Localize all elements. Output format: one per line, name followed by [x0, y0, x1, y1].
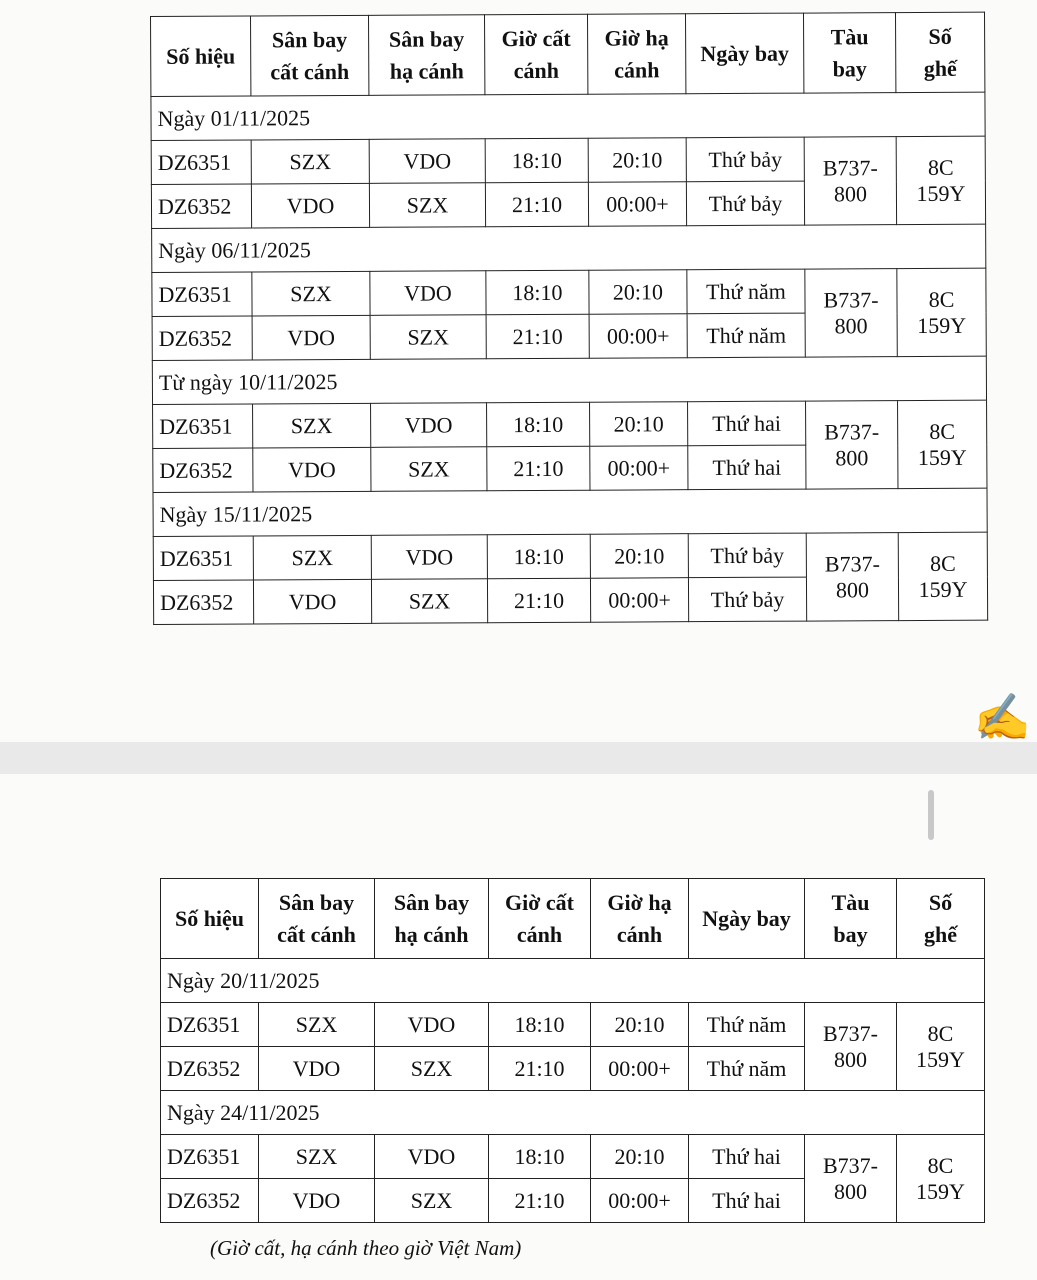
seat-count: [898, 400, 987, 488]
seat-count-line: 8C: [927, 1152, 954, 1178]
departure-time: 21:10: [487, 446, 590, 491]
flight-day: Thứ bảy: [688, 533, 806, 578]
table-row: [161, 1135, 985, 1179]
column-header-line: Sân bay: [278, 889, 355, 915]
flight-day: Thứ năm: [687, 269, 805, 314]
departure-time: 18:10: [489, 1135, 591, 1179]
table-row: [153, 400, 987, 448]
flight-day: Thứ bảy: [686, 181, 804, 226]
flight-day: Thứ năm: [689, 1047, 805, 1091]
column-header-line: Số: [928, 889, 953, 915]
departure-time: 18:10: [485, 138, 588, 183]
seat-count: [897, 1003, 985, 1091]
column-header-line: Sân bay: [393, 889, 470, 915]
column-header: [897, 879, 985, 959]
scan-mark: [928, 790, 934, 840]
aircraft-type: [804, 137, 896, 225]
seat-count: [897, 1135, 985, 1223]
column-header-line: cất cánh: [270, 58, 350, 84]
arrival-airport: VDO: [369, 139, 485, 184]
seat-count-line: 159Y: [917, 312, 967, 338]
date-group-label: Ngày 24/11/2025: [161, 1091, 985, 1135]
aircraft-type-line: B737-: [823, 1020, 878, 1046]
seat-count-line: 159Y: [916, 1046, 965, 1072]
seat-count: [898, 532, 987, 620]
aircraft-type: [805, 1135, 897, 1223]
arrival-airport: VDO: [371, 403, 487, 448]
aircraft-type: [805, 1003, 897, 1091]
arrival-time: 00:00+: [589, 314, 687, 359]
column-header: [587, 14, 685, 95]
column-header-line: Số: [928, 23, 952, 49]
date-group-row: [153, 488, 987, 536]
aircraft-type-line: 800: [834, 1046, 867, 1072]
aircraft-type-line: B737-: [823, 1152, 878, 1178]
flight-code: DZ6351: [153, 404, 253, 449]
flight-day: Thứ bảy: [688, 577, 806, 622]
arrival-time: 00:00+: [590, 446, 688, 491]
arrival-airport: VDO: [375, 1135, 489, 1179]
aircraft-type-line: 800: [834, 312, 868, 338]
column-header-line: cánh: [513, 57, 559, 83]
column-header: [685, 13, 803, 94]
column-header-line: cánh: [516, 921, 563, 947]
column-header-line: Giờ cất: [501, 25, 571, 51]
seat-count-line: 159Y: [916, 1178, 965, 1204]
arrival-time: 20:10: [591, 1135, 689, 1179]
column-header-line: ghế: [923, 55, 957, 81]
table-row: [161, 1003, 985, 1047]
table-row: [153, 532, 987, 580]
seat-count-line: 8C: [929, 418, 956, 444]
flight-code: DZ6352: [161, 1179, 259, 1223]
flight-code: DZ6352: [153, 448, 253, 493]
departure-time: 18:10: [487, 402, 590, 447]
column-header: [689, 879, 805, 959]
departure-airport: SZX: [252, 271, 370, 316]
departure-airport: SZX: [253, 403, 371, 448]
table-row: [151, 136, 985, 184]
flight-code: DZ6351: [161, 1135, 259, 1179]
table-header-row: [161, 879, 985, 959]
column-header: [259, 879, 375, 959]
table-row: [152, 268, 986, 316]
column-header-line: Giờ cất: [505, 889, 574, 915]
flight-day: Thứ hai: [688, 445, 806, 490]
table-header-row: [151, 12, 985, 96]
arrival-time: 00:00+: [591, 1047, 689, 1091]
departure-time: 21:10: [489, 1047, 591, 1091]
column-header: [489, 879, 591, 959]
aircraft-type: [806, 401, 898, 489]
column-header-line: cánh: [614, 56, 660, 83]
column-header: [368, 15, 484, 96]
aircraft-type-line: 800: [834, 1178, 867, 1204]
column-header: [591, 879, 689, 959]
aircraft-type: [805, 269, 897, 357]
departure-airport: VDO: [259, 1179, 375, 1223]
column-header-line: bay: [833, 921, 868, 947]
flight-day: Thứ bảy: [686, 137, 804, 182]
seat-count: [896, 136, 985, 224]
flight-code: DZ6351: [151, 140, 251, 185]
column-header-line: hạ cánh: [394, 921, 469, 947]
departure-time: 18:10: [489, 1003, 591, 1047]
aircraft-type-line: B737-: [824, 418, 880, 444]
date-group-label: Ngày 01/11/2025: [151, 92, 985, 140]
date-group-label: Ngày 06/11/2025: [152, 224, 986, 272]
date-group-row: [152, 224, 986, 272]
flight-day: Thứ hai: [689, 1179, 805, 1223]
aircraft-type: [806, 533, 898, 621]
aircraft-type-line: B737-: [824, 550, 880, 576]
arrival-airport: SZX: [371, 579, 487, 624]
aircraft-type-line: B737-: [823, 286, 879, 312]
arrival-airport: SZX: [375, 1047, 489, 1091]
date-group-label: Từ ngày 10/11/2025: [152, 356, 986, 404]
departure-time: 21:10: [485, 182, 588, 227]
aircraft-type-line: 800: [835, 444, 869, 470]
seat-count-line: 8C: [927, 154, 954, 180]
seat-count-line: 8C: [927, 1020, 954, 1046]
column-header-line: cánh: [616, 921, 663, 947]
column-header-line: hạ cánh: [389, 57, 464, 84]
departure-airport: VDO: [253, 447, 371, 492]
seat-count-line: 159Y: [917, 444, 967, 470]
flight-code: DZ6352: [151, 184, 251, 229]
flight-day: Thứ năm: [689, 1003, 805, 1047]
date-group-label: Ngày 15/11/2025: [153, 488, 987, 536]
arrival-time: 20:10: [590, 402, 688, 447]
column-header-line: Ngày bay: [702, 905, 791, 931]
column-header: [375, 879, 489, 959]
seat-count-line: 159Y: [918, 576, 968, 602]
departure-airport: VDO: [252, 315, 370, 360]
seat-count-line: 8C: [928, 286, 955, 312]
arrival-time: 20:10: [591, 1003, 689, 1047]
flight-day: Thứ hai: [689, 1135, 805, 1179]
arrival-airport: VDO: [375, 1003, 489, 1047]
seat-count-line: 159Y: [916, 180, 966, 206]
column-header-line: Sân bay: [271, 26, 348, 52]
date-group-row: [151, 92, 985, 140]
column-header: [484, 14, 587, 95]
arrival-airport: VDO: [370, 271, 486, 316]
departure-airport: VDO: [259, 1047, 375, 1091]
column-header-line: Tàu: [831, 889, 870, 915]
date-group-label: Ngày 20/11/2025: [161, 959, 985, 1003]
column-header: [805, 879, 897, 959]
flight-code: DZ6351: [161, 1003, 259, 1047]
flight-code: DZ6352: [153, 580, 253, 625]
arrival-airport: SZX: [369, 183, 485, 228]
departure-airport: SZX: [251, 139, 369, 184]
flight-schedule-table-2: [160, 878, 985, 1223]
column-header-line: cất cánh: [277, 921, 356, 947]
date-group-row: [152, 356, 986, 404]
arrival-time: 00:00+: [588, 182, 686, 227]
departure-time: 21:10: [487, 578, 590, 623]
arrival-airport: SZX: [375, 1179, 489, 1223]
aircraft-type-line: 800: [833, 180, 868, 206]
flight-code: DZ6352: [152, 316, 252, 361]
departure-airport: SZX: [253, 535, 371, 580]
column-header-line: Sân bay: [388, 25, 465, 52]
aircraft-type-line: B737-: [822, 154, 878, 180]
seat-count: [897, 268, 986, 356]
column-header-line: Số hiệu: [166, 43, 236, 69]
arrival-airport: VDO: [371, 535, 487, 580]
column-header: [161, 879, 259, 959]
column-header: [251, 15, 369, 96]
column-header-line: Ngày bay: [700, 40, 790, 66]
departure-airport: VDO: [253, 579, 371, 624]
column-header: [803, 13, 895, 93]
arrival-time: 00:00+: [590, 578, 688, 623]
flight-schedule-table-1: [150, 12, 988, 625]
flight-day: Thứ hai: [688, 401, 806, 446]
column-header-line: Giờ hạ: [607, 889, 672, 915]
arrival-airport: SZX: [370, 315, 486, 360]
departure-airport: SZX: [259, 1135, 375, 1179]
column-header: [151, 16, 251, 97]
timezone-note: (Giờ cất, hạ cánh theo giờ Việt Nam): [210, 1236, 522, 1260]
arrival-time: 00:00+: [591, 1179, 689, 1223]
column-header-line: Tàu: [830, 23, 869, 49]
flight-code: DZ6351: [152, 272, 252, 317]
column-header-line: Giờ hạ: [604, 24, 669, 51]
column-header: [895, 12, 984, 92]
column-header-line: ghế: [924, 921, 957, 947]
departure-time: 18:10: [487, 534, 590, 579]
flight-code: DZ6352: [161, 1047, 259, 1091]
aircraft-type-line: 800: [835, 576, 870, 602]
departure-time: 21:10: [489, 1179, 591, 1223]
flight-code: DZ6351: [153, 536, 253, 581]
departure-time: 21:10: [486, 314, 589, 359]
arrival-time: 20:10: [588, 138, 686, 183]
arrival-time: 20:10: [590, 534, 688, 579]
handwritten-initial: ✍: [973, 690, 1031, 742]
seat-count-line: 8C: [929, 550, 956, 576]
arrival-airport: SZX: [371, 447, 487, 492]
date-group-row: [161, 959, 985, 1003]
date-group-row: [161, 1091, 985, 1135]
flight-day: Thứ năm: [687, 313, 805, 358]
departure-time: 18:10: [486, 270, 589, 315]
arrival-time: 20:10: [589, 270, 687, 315]
departure-airport: VDO: [251, 183, 369, 228]
page-sheet-2: [0, 774, 1037, 1280]
column-header-line: bay: [832, 55, 867, 81]
departure-airport: SZX: [259, 1003, 375, 1047]
column-header-line: Số hiệu: [174, 905, 245, 931]
